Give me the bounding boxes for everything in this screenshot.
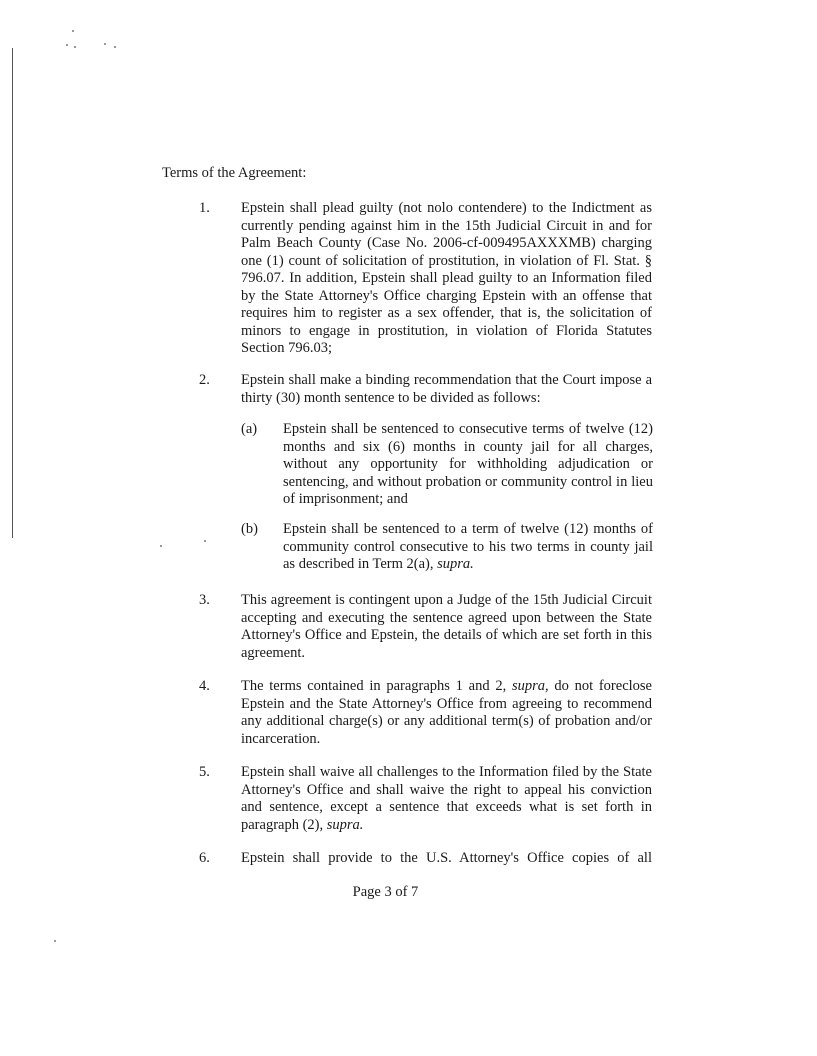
- term-2: [199, 372, 669, 407]
- term-text: This agreement is contingent upon a Judge of the 15th Judicial Circuit accepting and executing the sentence agreed upon between the State Attorney's Office and Epstein, the details of which are set forth in this agreement.: [241, 592, 652, 661]
- scan-speck: [160, 545, 162, 547]
- scan-speck: [104, 43, 106, 45]
- term-1: [199, 200, 669, 358]
- term-text-italic: supra.: [326, 816, 364, 833]
- term-text: Epstein shall make a binding recommendation that the Court impose a thirty (30) month sentence to be divided as follows:: [241, 372, 652, 406]
- subitem-text-italic: supra.: [437, 556, 474, 572]
- term-6: [199, 850, 669, 868]
- scan-margin-line: [12, 48, 13, 538]
- scan-speck: [54, 940, 56, 942]
- term-number: 4.: [199, 678, 210, 694]
- subitem-text: [283, 521, 653, 574]
- subitem-label: (b): [241, 521, 258, 537]
- term-number: 6.: [199, 850, 210, 866]
- scan-speck: [72, 30, 74, 32]
- term-4: [199, 678, 669, 748]
- term-3: [199, 592, 669, 662]
- term-number: 3.: [199, 592, 210, 608]
- page-footer: [0, 884, 817, 901]
- term-text: [241, 764, 652, 834]
- term-number: 5.: [199, 764, 210, 780]
- term-2b: [241, 521, 661, 574]
- term-5: [199, 764, 669, 834]
- subitem-text-main: Epstein shall be sentenced to a term of twelve (12) months of community control consecutive to his two terms in county jail as described in Term 2(a),: [283, 521, 653, 572]
- scan-speck: [66, 44, 68, 46]
- term-text-italic: supra,: [511, 678, 549, 694]
- term-text-before: Epstein shall waive all challenges to the Information filed by the State Attorney's Office and shall waive the right to appeal his conviction and sentence, except a sentence that exceeds what is set forth in paragraph (2),: [241, 764, 652, 833]
- page-number: Page 3 of 7: [352, 884, 419, 900]
- scan-speck: [114, 46, 116, 48]
- scan-speck: [204, 540, 206, 542]
- term-number: 1.: [199, 200, 210, 216]
- section-heading: Terms of the Agreement:: [162, 165, 307, 181]
- term-text-after: do not foreclose Epstein and the State Attorney's Office from agreeing to recommend any additional charge(s) or any additional term(s) of probation and/or incarceration.: [241, 678, 652, 747]
- term-text: Epstein shall plead guilty (not nolo contendere) to the Indictment as currently pending against him in the 15th Judicial Circuit in and for Palm Beach County (Case No. 2006-cf-009495AXXXMB) charging one (1) count of solicitation of prostitution, in violation of Fl. Stat. § 796.07. In addition, Epstein shall plead guilty to an Information filed by the State Attorney's Office charging Epstein with an offense that requires him to register as a sex offender, that is, the solicitation of minors to engage in prostitution, in violation of Florida Statutes Section 796.03;: [241, 200, 652, 356]
- scan-speck: [74, 46, 76, 48]
- term-number: 2.: [199, 372, 210, 388]
- term-2a: [241, 421, 661, 509]
- term-text: Epstein shall provide to the U.S. Attorney's Office copies of all: [241, 850, 652, 866]
- subitem-text: Epstein shall be sentenced to consecutive terms of twelve (12) months and six (6) months in county jail for all charges, without any opportunity for withholding adjudication or sentencing, and without probation or community control in lieu of imprisonment; and: [283, 421, 653, 507]
- term-text: [241, 678, 652, 748]
- term-text-before: The terms contained in paragraphs 1 and 2,: [241, 678, 512, 694]
- subitem-label: (a): [241, 421, 258, 437]
